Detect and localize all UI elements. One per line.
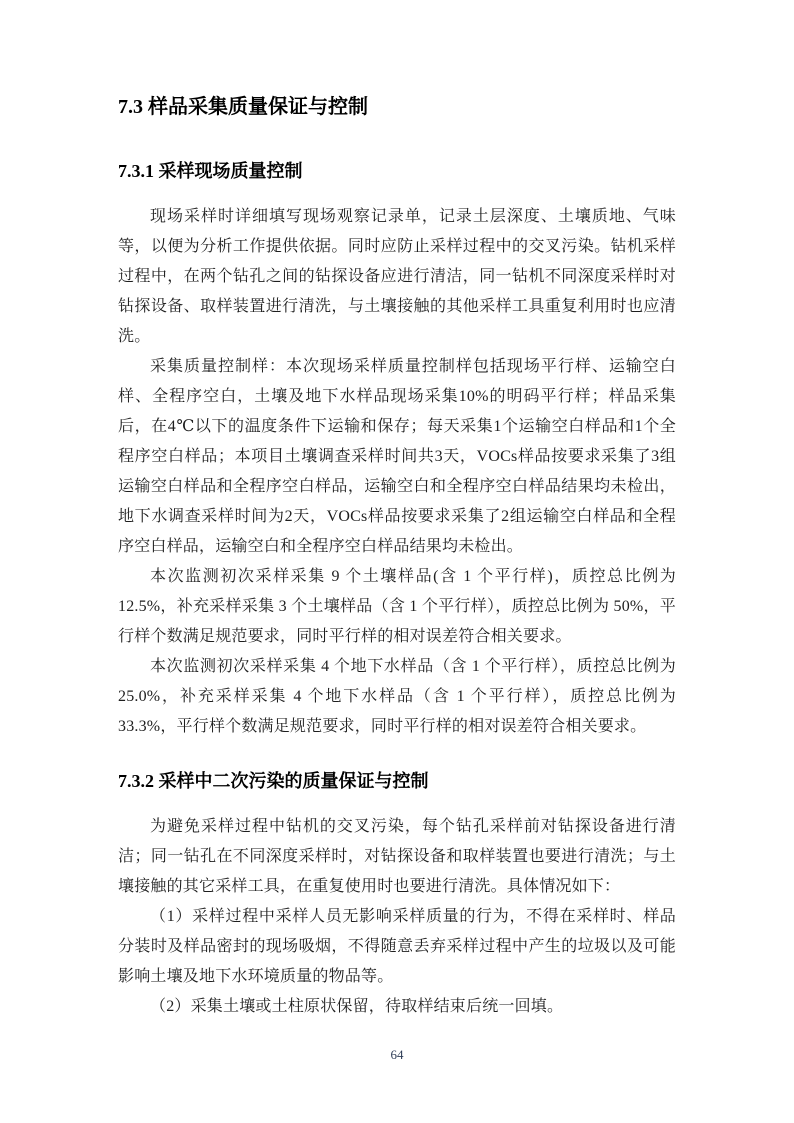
paragraph-cross-contamination: 为避免采样过程中钻机的交叉污染，每个钻孔采样前对钻探设备进行清洁；同一钻孔在不同深度采样时，对钻探设备和取样装置也要进行清洗；与土壤接触的其它采样工具，在重复使用时也要进行清洗。具体情况如下： (118, 818, 676, 895)
paragraph-groundwater-sample-counts: 本次监测初次采样采集 4 个地下水样品（含 1 个平行样），质控总比例为 25.0%，补充采样采集 4 个地下水样品（含 1 个平行样），质控总比例为 33.3%，平行样个数满足规范要求，同时平行样的相对误差符合相关要求。 (118, 658, 676, 735)
section-heading-7-3: 7.3 样品采集质量保证与控制 (118, 96, 368, 118)
section-heading-7-3-1: 7.3.1 采样现场质量控制 (118, 161, 303, 181)
page-number: 64 (390, 1047, 404, 1062)
paragraph-field-records: 现场采样时详细填写现场观察记录单，记录土层深度、土壤质地、气味等，以便为分析工作提供依据。同时应防止采样过程中的交叉污染。钻机采样过程中，在两个钻孔之间的钻探设备应进行清洁，同一钻机不同深度采样时对钻探设备、取样装置进行清洗，与土壤接触的其他采样工具重复利用时也应清洗。 (118, 208, 676, 345)
paragraph-qc-samples: 采集质量控制样：本次现场采样质量控制样包括现场平行样、运输空白样、全程序空白，土壤及地下水样品现场采集10%的明码平行样；样品采集后，在4℃以下的温度条件下运输和保存；每天采集1个运输空白样品和1个全程序空白样品；本项目土壤调查采样时间共3天，VOCs样品按要求采集了3组运输空白样品和全程序空白样品，运输空白和全程序空白样品结果均未检出，地下水调查采样时间为2天，VOCs样品按要求采集了2组运输空白样品和全程序空白样品，运输空白和全程序空白样品结果均未检出。 (118, 358, 676, 555)
page-content (118, 0, 676, 1022)
paragraph-item-1: （1）采样过程中采样人员无影响采样质量的行为，不得在采样时、样品分装时及样品密封的现场吸烟，不得随意丢弃采样过程中产生的垃圾以及可能影响土壤及地下水环境质量的物品等。 (118, 908, 676, 985)
paragraph-soil-sample-counts: 本次监测初次采样采集 9 个土壤样品(含 1 个平行样)，质控总比例为 12.5%，补充采样采集 3 个土壤样品（含 1 个平行样），质控总比例为 50%，平行样个数满足规范要求，同时平行样的相对误差符合相关要求。 (118, 568, 676, 645)
section-heading-7-3-2: 7.3.2 采样中二次污染的质量保证与控制 (118, 771, 429, 791)
paragraph-item-2: （2）采集土壤或土柱原状保留，待取样结束后统一回填。 (150, 998, 564, 1015)
